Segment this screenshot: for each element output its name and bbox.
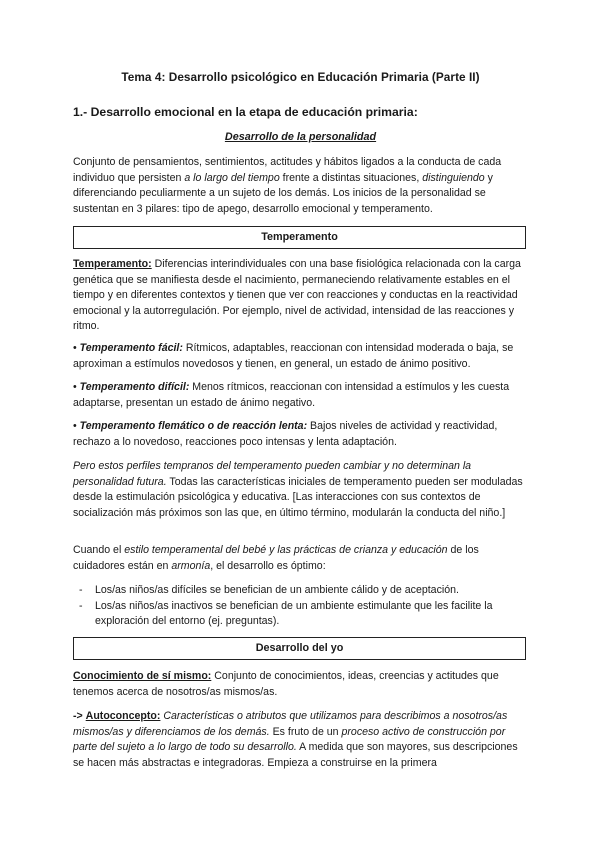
type-difficult-text: Menos rítmicos, reaccionan con intensidad a estímulos y les cuesta adaptarse, presentan un estado de ánimo negativo. (73, 381, 510, 409)
temperamento-text: Diferencias interindividuales con una base fisiológica relacionada con la carga genética que se manifiesta desde el nacimiento, permaneciendo relativamente estables en el tiempo y en diferentes contextos y tienen que ver con reacciones y conductas en la reactividad emocional y la autorregulación. Por ejemplo, nivel de actividad, intensidad de las reacciones y ritmo. (73, 258, 521, 333)
desarrollo-yo-box-heading: Desarrollo del yo (73, 637, 526, 660)
type-easy-text: Rítmicos, adaptables, reaccionan con intensidad moderada o baja, se aproximan a estímulos novedosos y tienen, en general, un estado de ánimo positivo. (73, 342, 514, 370)
dash-mark: - (79, 584, 83, 596)
arrow-icon: -> (73, 710, 83, 722)
conocimiento-paragraph (73, 669, 529, 700)
intro-text-1: Conjunto de pensamientos, sentimientos, actitudes y hábitos ligados a la conducta de cada individuo que persisten (73, 156, 502, 184)
bullet-icon: • (73, 420, 77, 432)
intro-paragraph (73, 155, 529, 217)
cuando-italic-1: estilo temperamental del bebé y las prácticas de crianza y educación (124, 544, 448, 556)
cuando-text-2: de los cuidadores están en (73, 544, 479, 572)
type-difficult-label: Temperamento difícil: (79, 381, 190, 393)
temperamento-box-heading: Temperamento (73, 226, 526, 249)
autoconcepto-paragraph (73, 709, 529, 771)
list-item-text: Los/as niños/as inactivos se benefician de un ambiente estimulante que les facilite la exploración del entorno (ej. preguntas). (95, 599, 493, 628)
intro-italic-2: distinguiendo (422, 171, 485, 184)
pero-italic: Pero estos perfiles tempranos del temperamento pueden cambiar y no determinan la personalidad futura. (73, 460, 472, 488)
conocimiento-text: Conjunto de conocimientos, ideas, creencias y actitudes que tenemos acerca de nosotros/as mismos/as. (73, 670, 499, 698)
section-heading: 1.- Desarrollo emocional en la etapa de educación primaria: (73, 105, 418, 119)
bullet-icon: • (73, 342, 77, 354)
dash-list (73, 583, 529, 630)
type-easy-label: Temperamento fácil: (79, 342, 183, 354)
conocimiento-label: Conocimiento de sí mismo: (73, 670, 212, 682)
temperamento-label: Temperamento: (73, 258, 152, 270)
document-title: Tema 4: Desarrollo psicológico en Educación Primaria (Parte II) (121, 70, 480, 84)
cuando-paragraph (73, 543, 529, 574)
list-item (73, 599, 529, 630)
autoconcepto-text-2: A medida que son mayores, sus descripciones se hacen más abstractas e integradoras. Empieza a construirse en la primera (73, 741, 518, 769)
temperamento-definition (73, 257, 529, 335)
intro-text-3: y diferenciando peculiarmente a un sujeto de los demás. Los inicios de la personalidad se sustentan en 3 pilares: tipo de apego, desarrollo emocional y temperamento. (73, 171, 493, 215)
autoconcepto-label: Autoconcepto: (85, 710, 161, 722)
subsection-heading: Desarrollo de la personalidad (224, 131, 377, 143)
intro-text-2: frente a distintas situaciones, (279, 171, 423, 184)
type-easy (73, 341, 529, 372)
cuando-text-1: Cuando el (73, 544, 125, 556)
type-difficult (73, 380, 529, 411)
autoconcepto-text-1: Es fruto de un (269, 725, 342, 738)
pero-text: Todas las características iniciales de temperamento pueden ser moduladas desde la estimulación psicológica y educativa. [Las interacciones con sus contextos de socialización más próximos son las que, en último término, modularán la conducta del niño.] (73, 475, 523, 519)
type-flematic-text: Bajos niveles de actividad y reactividad, rechazo a lo novedoso, reacciones poco intensas y lenta adaptación. (73, 420, 498, 448)
type-flematic-label: Temperamento flemático o de reacción lenta: (79, 420, 308, 432)
bullet-icon: • (73, 381, 77, 393)
dash-mark: - (79, 599, 83, 612)
autoconcepto-italic-2: proceso activo de construcción por parte del sujeto a lo largo de todo su desarrollo. (73, 725, 506, 754)
intro-italic-1: a lo largo del tiempo (184, 171, 280, 184)
type-flematic (73, 419, 529, 450)
pero-paragraph (73, 459, 529, 521)
list-item (73, 583, 529, 599)
cuando-text-3: , el desarrollo es óptimo: (210, 559, 326, 572)
cuando-italic-2: armonía (171, 559, 211, 572)
autoconcepto-italic-1: Características o atributos que utilizamos para describimos a nosotros/as mismos/as y diferenciamos de los demás. (73, 710, 508, 738)
list-item-text: Los/as niños/as difíciles se benefician de un ambiente cálido y de aceptación. (95, 584, 459, 596)
